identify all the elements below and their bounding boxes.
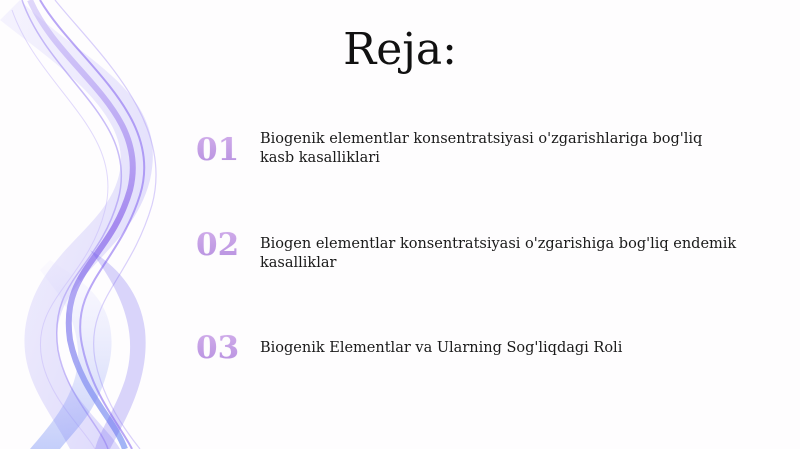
agenda-item-1 [196, 130, 756, 190]
item-number-1: 01 [196, 130, 252, 170]
item-number-3: 03 [196, 328, 252, 368]
item-text-1 [260, 130, 740, 168]
agenda-item-2 [196, 225, 756, 285]
item-text-1-line-1: Biogenik elementlar konsentratsiyasi o'zgarishlariga bog'liq [260, 131, 703, 147]
item-text-1-line-2: kasb kasalliklari [260, 150, 380, 166]
item-number-2: 02 [196, 225, 252, 265]
slide-title: Reja: [343, 24, 457, 75]
item-text-3-line-1: Biogenik Elementlar va Ularning Sog'liqdagi Roli [260, 340, 623, 356]
agenda-item-3 [196, 328, 756, 388]
decorative-ribbon [0, 0, 200, 449]
item-text-2 [260, 235, 740, 273]
item-text-2-line-2: kasalliklar [260, 255, 337, 271]
item-text-3 [260, 339, 740, 358]
item-text-2-line-1: Biogen elementlar konsentratsiyasi o'zgarishiga bog'liq endemik [260, 236, 737, 252]
